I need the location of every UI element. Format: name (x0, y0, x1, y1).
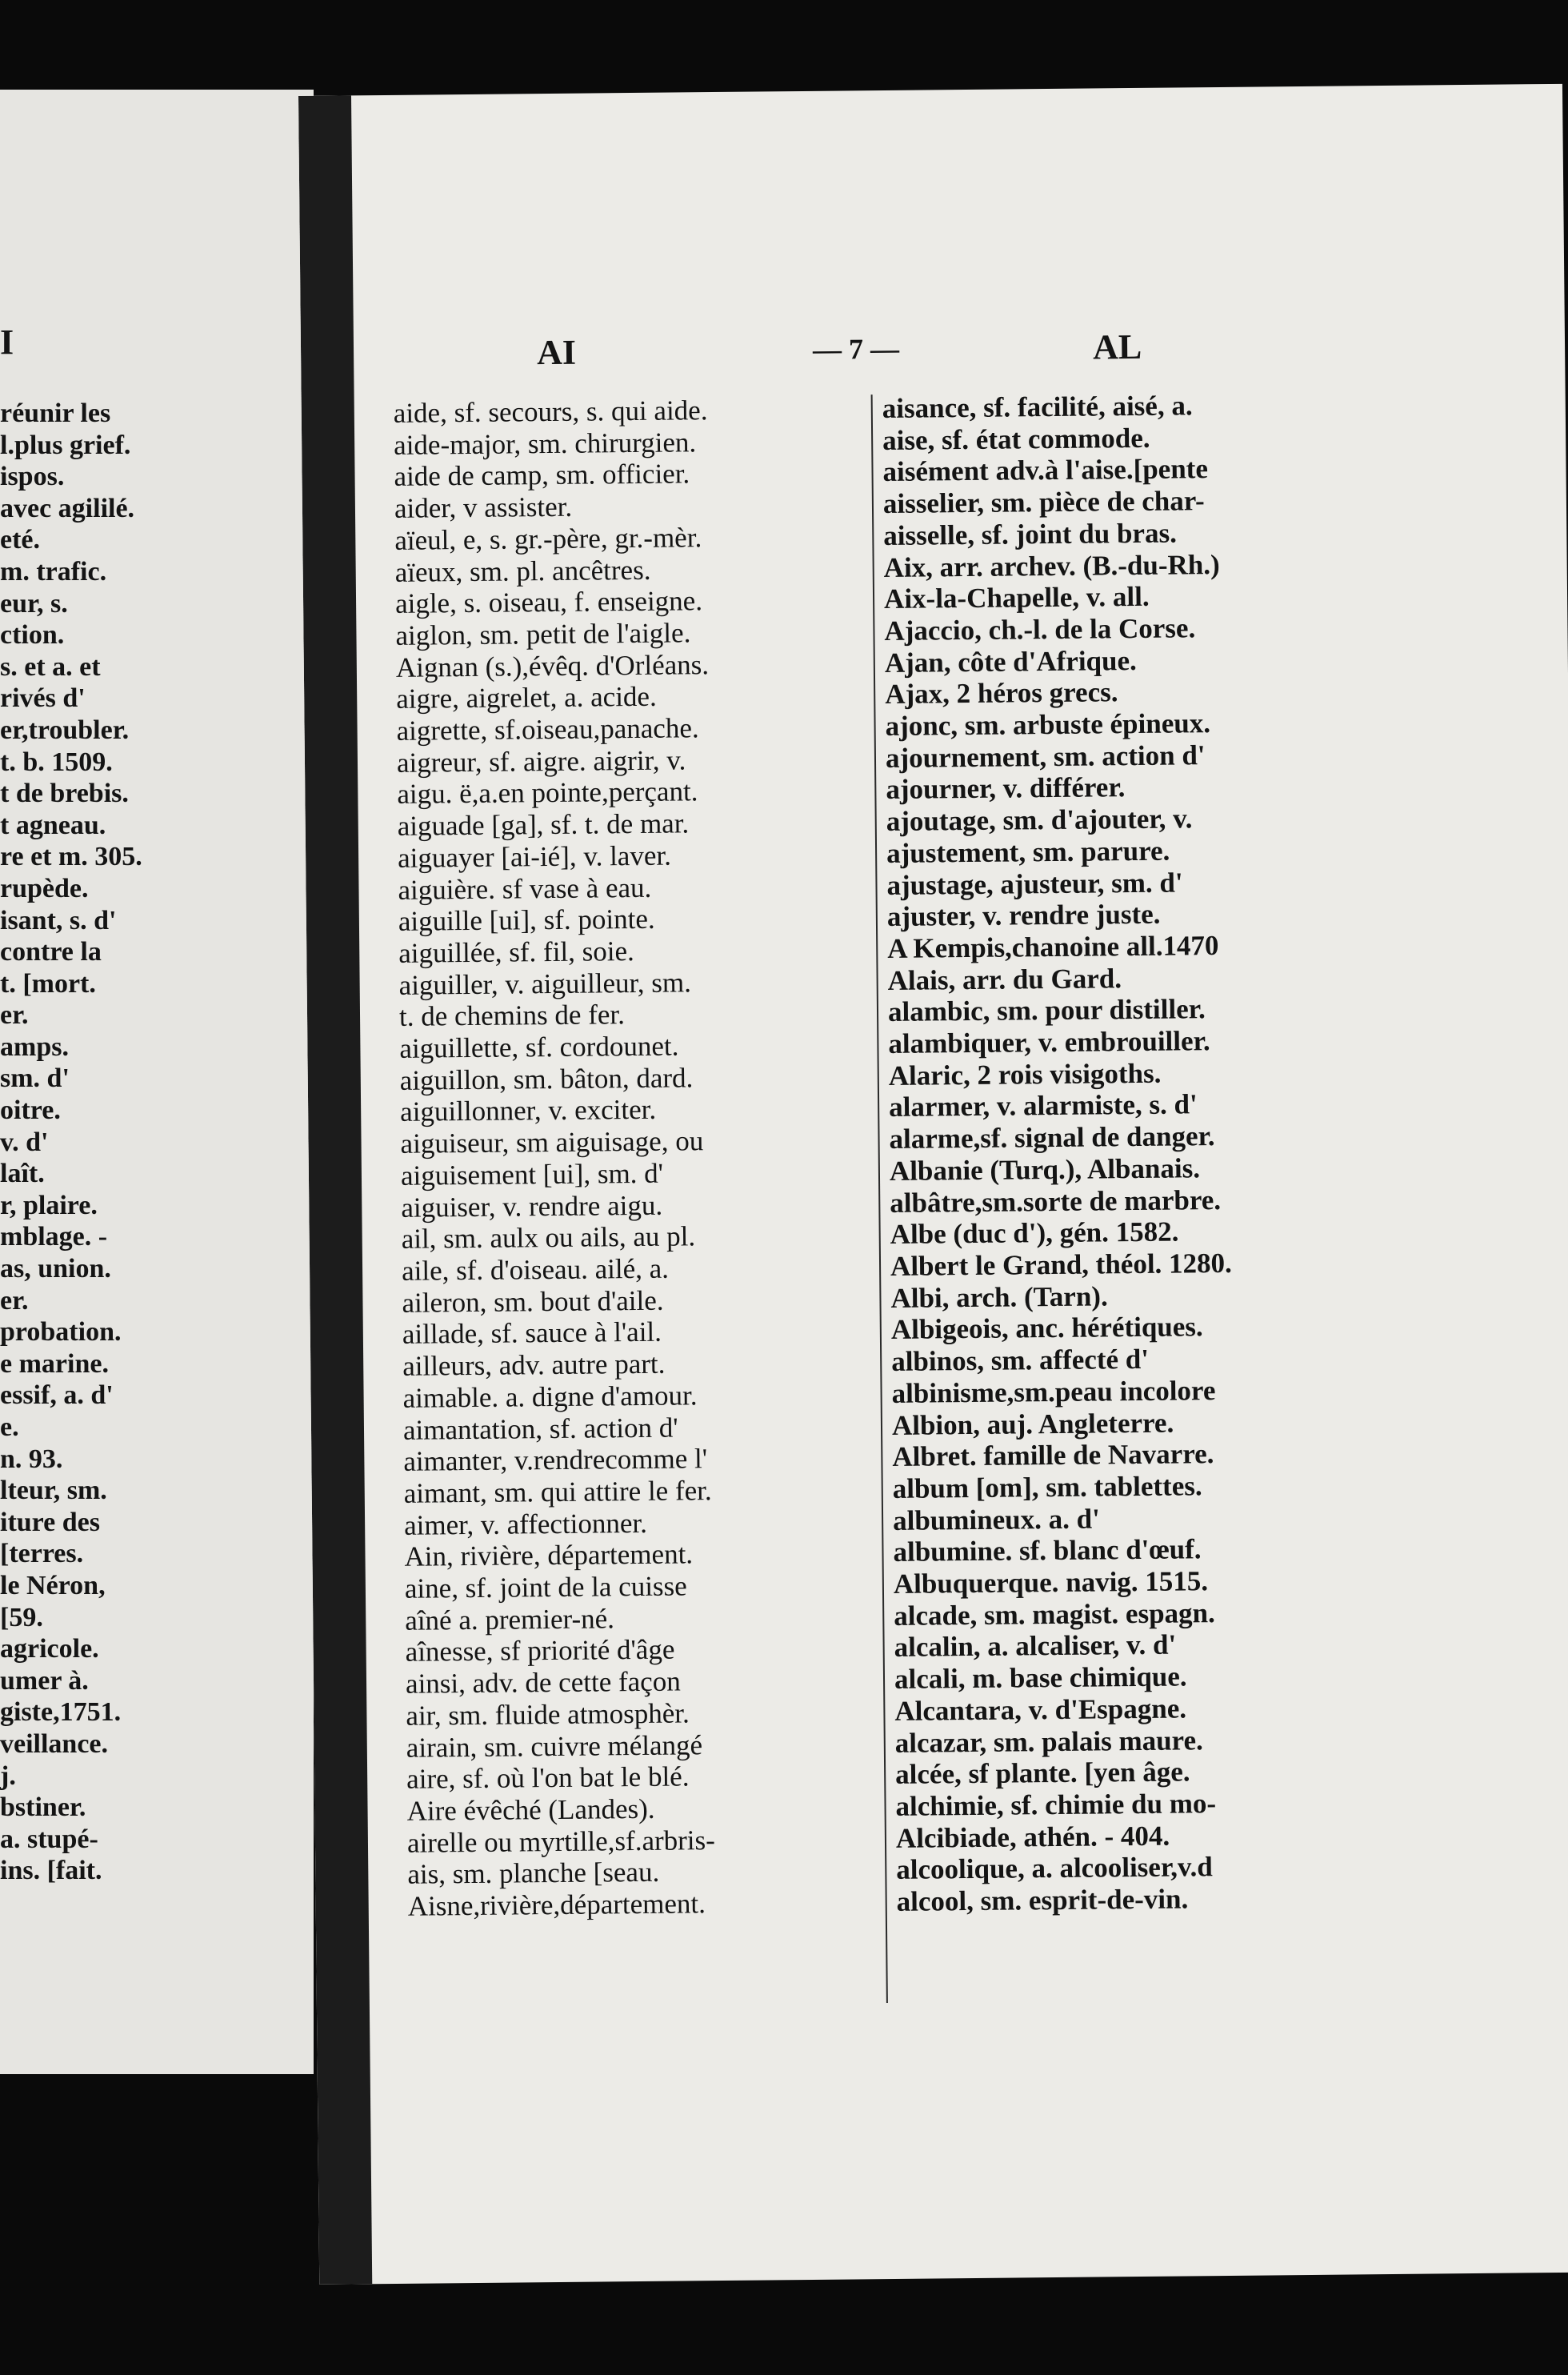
dictionary-entry-line: aînesse, sf priorité d'âge (405, 1633, 675, 1668)
page-number: — 7 — (812, 332, 900, 366)
dictionary-entry-line: Ajaccio, ch.-l. de la Corse. (884, 612, 1196, 647)
dictionary-entry-line: er. (0, 1285, 29, 1316)
dictionary-entry-line: Alais, arr. du Gard. (887, 962, 1122, 996)
dictionary-entry-line: Alcantara, v. d'Espagne. (894, 1692, 1187, 1727)
dictionary-entry-line: eté. (0, 525, 41, 555)
dictionary-entry-line: sm. d' (0, 1063, 70, 1094)
dictionary-entry-line: ailleurs, adv. autre part. (402, 1348, 666, 1382)
dictionary-entry-line: Aignan (s.),évêq. d'Orléans. (395, 648, 710, 683)
dictionary-entry-line: [terres. (0, 1539, 84, 1569)
dictionary-entry-line: lteur, sm. (0, 1476, 107, 1506)
dictionary-entry-line: er. (0, 1000, 29, 1031)
dictionary-entry-line: aiguière. sf vase à eau. (398, 871, 652, 906)
dictionary-entry-line: [59. (0, 1602, 43, 1632)
dictionary-entry-line: laît. (0, 1159, 45, 1189)
dictionary-entry-line: ajournement, sm. action d' (885, 739, 1206, 774)
dictionary-entry-line: aimanter, v.rendrecomme l' (403, 1443, 708, 1478)
dictionary-entry-line: Ain, rivière, département. (404, 1538, 694, 1573)
dictionary-entry-line: t de brebis. (0, 779, 129, 809)
dictionary-entry-line: Ajax, 2 héros grecs. (885, 676, 1118, 711)
dictionary-entry-line: alambiquer, v. embrouiller. (888, 1025, 1210, 1060)
header-left-guideword: AI (536, 332, 577, 373)
dictionary-entry-line: airelle ou myrtille,sf.arbris- (406, 1824, 716, 1859)
dictionary-entry-line: aimant, sm. qui attire le fer. (403, 1475, 712, 1509)
dictionary-entry-line: aigreur, sf. aigre. aigrir, v. (396, 744, 686, 779)
dictionary-entry-line: Aisne,rivière,département. (407, 1888, 706, 1922)
dictionary-entry-line: aire, sf. où l'on bat le blé. (406, 1760, 690, 1796)
dictionary-entry-line: t. [mort. (0, 968, 96, 999)
dictionary-entry-line: aisselle, sf. joint du bras. (883, 517, 1178, 551)
dictionary-page (298, 84, 1568, 2285)
left-dictionary-column (394, 393, 884, 1922)
dictionary-entry-line: aile, sf. d'oiseau. ailé, a. (401, 1252, 670, 1287)
dictionary-entry-line: e. (0, 1412, 19, 1442)
dictionary-entry-line: album [om], sm. tablettes. (892, 1470, 1202, 1504)
dictionary-entry-line: a. stupé- (0, 1824, 98, 1854)
dictionary-entry-line: Albuquerque. navig. 1515. (893, 1565, 1209, 1600)
dictionary-entry-line: l.plus grief. (0, 430, 131, 460)
dictionary-entry-line: aider, v assister. (394, 491, 573, 524)
dictionary-entry-line: aiguiser, v. rendre aigu. (401, 1189, 663, 1224)
dictionary-entry-line: Aix, arr. archev. (B.-du-Rh.) (883, 548, 1220, 583)
dictionary-entry-line: alambic, sm. pour distiller. (887, 993, 1206, 1028)
dictionary-entry-line: agricole. (0, 1634, 99, 1664)
dictionary-entry-line: aigu. ë,a.en pointe,perçant. (397, 775, 698, 811)
dictionary-entry-line: t. b. 1509. (0, 747, 113, 777)
dictionary-entry-line: aïeux, sm. pl. ancêtres. (394, 554, 651, 588)
dictionary-entry-line: ajonc, sm. arbuste épineux. (885, 707, 1211, 743)
dictionary-entry-line: alcool, sm. esprit-de-vin. (896, 1883, 1189, 1917)
dictionary-entry-line: aiguade [ga], sf. t. de mar. (397, 807, 690, 842)
dictionary-entry-line: avec agililé. (0, 493, 135, 523)
dictionary-entry-line: alcée, sf plante. [yen âge. (894, 1756, 1190, 1791)
dictionary-entry-line: probation. (0, 1317, 122, 1348)
dictionary-entry-line: Albret. famille de Navarre. (892, 1438, 1214, 1473)
dictionary-entry-line: aiguiseur, sm aiguisage, ou (400, 1125, 704, 1160)
dictionary-entry-line: aiguillonner, v. exciter. (400, 1094, 657, 1128)
dictionary-entry-line: t. de chemins de fer. (398, 999, 626, 1033)
dictionary-entry-line: ail, sm. aulx ou ails, au pl. (401, 1220, 696, 1256)
dictionary-entry-line: Aix-la-Chapelle, v. all. (883, 581, 1150, 615)
dictionary-entry-line: aise, sf. état commode. (882, 422, 1150, 456)
dictionary-entry-line: umer à. (0, 1665, 89, 1696)
dictionary-entry-line: alcade, sm. magist. espagn. (894, 1596, 1215, 1632)
dictionary-entry-line: aîné a. premier-né. (405, 1603, 615, 1636)
dictionary-entry-line: contre la (0, 937, 102, 967)
dictionary-entry-line: A Kempis,chanoine all.1470 (887, 929, 1219, 964)
dictionary-entry-line: Alcibiade, athén. - 404. (895, 1820, 1170, 1854)
dictionary-entry-line: m. trafic. (0, 556, 107, 587)
dictionary-entry-line: ispos. (0, 462, 65, 492)
header-right-guideword: AL (1092, 326, 1142, 367)
dictionary-entry-line: aide, sf. secours, s. qui aide. (393, 394, 708, 429)
dictionary-entry-line: aide-major, sm. chirurgien. (394, 426, 697, 461)
dictionary-entry-line: aiguiller, v. aiguilleur, sm. (398, 966, 692, 1001)
dictionary-entry-line: bstiner. (0, 1792, 86, 1823)
dictionary-entry-line: eur, s. (0, 588, 68, 619)
dictionary-entry-line: Ajan, côte d'Afrique. (884, 644, 1137, 679)
dictionary-entry-line: iture des (0, 1507, 100, 1537)
dictionary-entry-line: t agneau. (0, 810, 106, 840)
dictionary-entry-line: ajoutage, sm. d'ajouter, v. (886, 803, 1193, 838)
dictionary-entry-line: alchimie, sf. chimie du mo- (895, 1788, 1217, 1822)
dictionary-entry-line: albumineux. a. d' (892, 1503, 1100, 1536)
dictionary-entry-line: aine, sf. joint de la cuisse (404, 1570, 687, 1604)
dictionary-entry-line: albumine. sf. blanc d'œuf. (893, 1533, 1202, 1568)
dictionary-entry-line: aiguillée, sf. fil, soie. (398, 935, 634, 969)
dictionary-entry-line: albinisme,sm.peau incolore (891, 1374, 1216, 1409)
dictionary-entry-line: alarme,sf. signal de danger. (889, 1120, 1215, 1155)
dictionary-entry-line: Albe (duc d'), gén. 1582. (890, 1216, 1179, 1251)
dictionary-entry-line: aigle, s. oiseau, f. enseigne. (394, 585, 703, 620)
dictionary-entry-line: re et m. 305. (0, 842, 142, 872)
dictionary-entry-line: er,troubler. (0, 715, 130, 745)
dictionary-entry-line: aimer, v. affectionner. (403, 1507, 648, 1541)
dictionary-entry-line: alcali, m. base chimique. (894, 1660, 1187, 1696)
dictionary-entry-line: veillance. (0, 1728, 109, 1759)
dictionary-entry-line: ainsi, adv. de cette façon (405, 1665, 681, 1700)
dictionary-entry-line: alcazar, sm. palais maure. (894, 1724, 1203, 1759)
dictionary-entry-line: aiguisement [ui], sm. d' (400, 1157, 664, 1192)
dictionary-entry-line: aiguillon, sm. bâton, dard. (399, 1062, 694, 1096)
dictionary-entry-line: as, union. (0, 1254, 111, 1284)
dictionary-entry-line: aiguille [ui], sf. pointe. (398, 903, 655, 938)
dictionary-entry-line: aigre, aigrelet, a. acide. (396, 681, 657, 715)
dictionary-entry-line: réunir les (0, 399, 111, 428)
dictionary-entry-line: Aire évêché (Landes). (406, 1792, 655, 1827)
dictionary-entry-line: rupède. (0, 873, 89, 903)
dictionary-entry-line: Albanie (Turq.), Albanais. (889, 1152, 1201, 1187)
dictionary-entry-line: ajustement, sm. parure. (886, 835, 1170, 869)
dictionary-entry-line: s. et a. et (0, 651, 101, 682)
dictionary-entry-line: giste,1751. (0, 1697, 122, 1728)
dictionary-entry-line: aileron, sm. bout d'aile. (402, 1284, 664, 1319)
dictionary-entry-line: isant, s. d' (0, 905, 117, 935)
dictionary-entry-line: ajuster, v. rendre juste. (886, 898, 1161, 933)
dictionary-entry-line: v. d' (0, 1127, 49, 1157)
dictionary-entry-line: amps. (0, 1031, 69, 1062)
dictionary-entry-line: aisément adv.à l'aise.[pente (882, 453, 1209, 488)
dictionary-entry-line: ais, sm. planche [seau. (407, 1856, 660, 1891)
dictionary-entry-line: alcalin, a. alcaliser, v. d' (894, 1628, 1177, 1664)
dictionary-entry-line: aimable. a. digne d'amour. (402, 1380, 698, 1414)
dictionary-entry-line: aïeul, e, s. gr.-père, gr.-mèr. (394, 521, 702, 556)
dictionary-entry-line: albinos, sm. affecté d' (891, 1343, 1150, 1378)
dictionary-entry-line: alarmer, v. alarmiste, s. d' (888, 1088, 1198, 1123)
dictionary-entry-line: ction. (0, 620, 65, 651)
dictionary-entry-line: airain, sm. cuivre mélangé (406, 1728, 703, 1764)
dictionary-entry-line: aiglon, sm. petit de l'aigle. (395, 617, 691, 651)
dictionary-entry-line: oitre. (0, 1095, 61, 1126)
dictionary-entry-line: aide de camp, sm. officier. (394, 458, 690, 493)
dictionary-entry-line: aigrette, sf.oiseau,panache. (396, 712, 699, 747)
dictionary-entry-line: aisance, sf. facilité, aisé, a. (882, 390, 1193, 425)
left-facing-page (0, 90, 314, 2074)
dictionary-entry-line: aiguillette, sf. cordounet. (399, 1030, 679, 1064)
dictionary-entry-line: n. 93. (0, 1444, 63, 1474)
dictionary-entry-line: Albert le Grand, théol. 1280. (890, 1247, 1233, 1282)
dictionary-entry-line: air, sm. fluide atmosphèr. (406, 1697, 690, 1732)
dictionary-entry-line: alcoolique, a. alcooliser,v.d (896, 1851, 1213, 1886)
left-page-text-column (0, 398, 314, 1887)
dictionary-entry-line: Albi, arch. (Tarn). (890, 1280, 1108, 1314)
dictionary-entry-line: aisselier, sm. pièce de char- (882, 485, 1205, 520)
dictionary-entry-line: aimantation, sf. action d' (402, 1412, 678, 1446)
dictionary-entry-line: essif, a. d' (0, 1380, 114, 1411)
dictionary-entry-line: aillade, sf. sauce à l'ail. (402, 1316, 662, 1351)
dictionary-entry-line: Alaric, 2 rois visigoths. (888, 1057, 1162, 1091)
dictionary-entry-line: mblage. - (0, 1222, 108, 1252)
dictionary-entry-line: le Néron, (0, 1570, 106, 1600)
dictionary-entry-line: r, plaire. (0, 1190, 98, 1220)
dictionary-entry-line: rivés d' (0, 683, 86, 714)
left-page-header-mark: I (0, 322, 14, 362)
dictionary-entry-line: Albion, auj. Angleterre. (891, 1407, 1174, 1441)
right-dictionary-column (882, 388, 1361, 1917)
dictionary-entry-line: ajourner, v. différer. (886, 771, 1126, 806)
dictionary-entry-line: Albigeois, anc. hérétiques. (890, 1311, 1203, 1346)
dictionary-entry-line: j. (0, 1760, 16, 1791)
dictionary-entry-line: e marine. (0, 1348, 109, 1379)
dictionary-entry-line: albâtre,sm.sorte de marbre. (890, 1183, 1222, 1219)
dictionary-entry-line: ajustage, ajusteur, sm. d' (886, 866, 1183, 901)
dictionary-entry-line: aiguayer [ai-ié], v. laver. (397, 839, 672, 874)
dictionary-entry-line: ins. [fait. (0, 1856, 102, 1886)
page-header (301, 322, 1566, 382)
